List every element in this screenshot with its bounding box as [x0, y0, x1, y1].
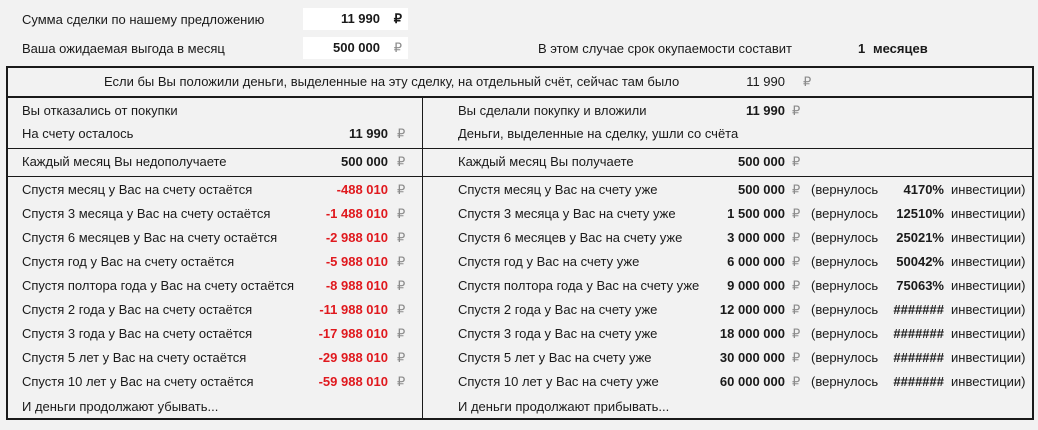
right-row-value: 500 000	[738, 182, 785, 197]
right-footer: И деньги продолжают прибывать...	[458, 399, 670, 414]
returned-percent: 25021%	[896, 230, 944, 245]
returned-percent: #######	[893, 302, 944, 317]
right-row-label: Спустя 2 года у Вас на счету уже	[458, 302, 658, 317]
left-row-value: -2 988 010	[325, 230, 388, 245]
left-row-value: -59 988 010	[318, 374, 388, 389]
left-footer: И деньги продолжают убывать...	[22, 399, 219, 414]
banner-text: Если бы Вы положили деньги, выделенные на эту сделку, на отдельный счёт, сейчас там было	[104, 74, 680, 89]
left-row-label: Спустя месяц у Вас на счету остаётся	[22, 182, 253, 197]
left-row-label: Спустя 5 лет у Вас на счету остаётся	[22, 350, 247, 365]
left-row-label: Спустя 3 месяца у Вас на счету остаётся	[22, 206, 271, 221]
refused-purchase-label: Вы отказались от покупки	[22, 103, 178, 118]
left-row-currency: ₽	[397, 278, 406, 293]
bought-value: 11 990	[745, 103, 785, 118]
deal-amount-value: 11 990	[340, 11, 380, 26]
monthly-benefit-cell[interactable]	[303, 37, 408, 59]
returned-percent: #######	[893, 326, 944, 341]
benefit-currency: ₽	[393, 40, 402, 55]
returned-suffix: инвестиции)	[951, 230, 1026, 245]
payback-unit: месяцев	[873, 41, 928, 56]
deal-amount-label: Сумма сделки по нашему предложению	[22, 12, 265, 27]
payback-label: В этом случае срок окупаемости составит	[538, 41, 793, 56]
returned-percent: 50042%	[896, 254, 944, 269]
right-row-currency: ₽	[792, 326, 801, 341]
remaining-currency: ₽	[397, 126, 406, 141]
right-row-currency: ₽	[792, 206, 801, 221]
left-row-currency: ₽	[397, 206, 406, 221]
right-row-value: 1 500 000	[727, 206, 785, 221]
returned-prefix: (вернулось	[811, 230, 879, 245]
monthly-loss-currency: ₽	[397, 154, 406, 169]
left-row-currency: ₽	[397, 326, 406, 341]
monthly-gain-value: 500 000	[738, 154, 785, 169]
right-row-currency: ₽	[792, 182, 801, 197]
returned-suffix: инвестиции)	[951, 326, 1026, 341]
returned-percent: #######	[893, 350, 944, 365]
left-row-currency: ₽	[397, 302, 406, 317]
monthly-benefit-label: Ваша ожидаемая выгода в месяц	[22, 41, 225, 56]
left-row-currency: ₽	[397, 374, 406, 389]
right-row-value: 12 000 000	[719, 302, 785, 317]
right-row-value: 18 000 000	[719, 326, 785, 341]
right-row-currency: ₽	[792, 254, 801, 269]
right-row-value: 60 000 000	[719, 374, 785, 389]
remaining-value: 11 990	[348, 126, 388, 141]
right-row-currency: ₽	[792, 350, 801, 365]
left-row-value: -488 010	[336, 182, 388, 197]
returned-percent: 12510%	[896, 206, 944, 221]
left-row-value: -5 988 010	[325, 254, 388, 269]
bought-currency: ₽	[792, 103, 801, 118]
banner-value: 11 990	[746, 74, 785, 89]
right-row-label: Спустя 10 лет у Вас на счету уже	[458, 374, 659, 389]
left-row-label: Спустя 2 года у Вас на счету остаётся	[22, 302, 253, 317]
left-row-label: Спустя 3 года у Вас на счету остаётся	[22, 326, 253, 341]
bought-label: Вы сделали покупку и вложили	[458, 103, 647, 118]
left-row-currency: ₽	[397, 182, 406, 197]
banner-currency: ₽	[803, 74, 812, 89]
returned-suffix: инвестиции)	[951, 302, 1026, 317]
right-row-label: Спустя 5 лет у Вас на счету уже	[458, 350, 652, 365]
returned-prefix: (вернулось	[811, 182, 879, 197]
deal-currency: ₽	[393, 11, 402, 26]
returned-prefix: (вернулось	[811, 206, 879, 221]
returned-prefix: (вернулось	[811, 302, 879, 317]
left-row-currency: ₽	[397, 254, 406, 269]
right-row-currency: ₽	[792, 302, 801, 317]
left-row-label: Спустя 10 лет у Вас на счету остаётся	[22, 374, 254, 389]
left-row-value: -29 988 010	[318, 350, 388, 365]
monthly-gain-currency: ₽	[792, 154, 801, 169]
returned-suffix: инвестиции)	[951, 374, 1026, 389]
returned-suffix: инвестиции)	[951, 278, 1026, 293]
left-row-value: -11 988 010	[319, 302, 388, 317]
left-row-label: Спустя год у Вас на счету остаётся	[22, 254, 235, 269]
monthly-benefit-value: 500 000	[333, 40, 380, 55]
right-row-label: Спустя 6 месяцев у Вас на счету уже	[458, 230, 683, 245]
right-row-label: Спустя полтора года у Вас на счету уже	[458, 278, 700, 293]
remaining-label: На счету осталось	[22, 126, 134, 141]
left-row-label: Спустя 6 месяцев у Вас на счету остаётся	[22, 230, 278, 245]
left-row-value: -17 988 010	[318, 326, 388, 341]
right-row-value: 3 000 000	[727, 230, 785, 245]
banner-separator	[7, 96, 1033, 98]
right-row-currency: ₽	[792, 374, 801, 389]
right-row-value: 9 000 000	[727, 278, 785, 293]
column-divider	[422, 97, 423, 419]
returned-suffix: инвестиции)	[951, 254, 1026, 269]
right-row-label: Спустя 3 месяца у Вас на счету уже	[458, 206, 676, 221]
right-row-value: 6 000 000	[727, 254, 785, 269]
right-row-currency: ₽	[792, 230, 801, 245]
returned-suffix: инвестиции)	[951, 182, 1026, 197]
returned-prefix: (вернулось	[811, 326, 879, 341]
left-row-currency: ₽	[397, 350, 406, 365]
monthly-loss-value: 500 000	[341, 154, 388, 169]
monthly-loss-label: Каждый месяц Вы недополучаете	[22, 154, 227, 169]
right-row-label: Спустя год у Вас на счету уже	[458, 254, 640, 269]
right-row-label: Спустя 3 года у Вас на счету уже	[458, 326, 658, 341]
left-row-label: Спустя полтора года у Вас на счету остаётся	[22, 278, 295, 293]
section-separator-1	[7, 148, 1033, 149]
payback-value: 1	[858, 41, 866, 56]
returned-prefix: (вернулось	[811, 278, 879, 293]
section-separator-2	[7, 176, 1033, 177]
left-row-value: -8 988 010	[325, 278, 388, 293]
right-row-value: 30 000 000	[719, 350, 785, 365]
returned-prefix: (вернулось	[811, 254, 879, 269]
returned-percent: 75063%	[896, 278, 944, 293]
right-row-label: Спустя месяц у Вас на счету уже	[458, 182, 658, 197]
deal-amount-cell[interactable]	[303, 8, 408, 30]
returned-prefix: (вернулось	[811, 374, 879, 389]
returned-suffix: инвестиции)	[951, 206, 1026, 221]
right-row-currency: ₽	[792, 278, 801, 293]
left-row-currency: ₽	[397, 230, 406, 245]
money-spent-text: Деньги, выделенные на сделку, ушли со счёта	[458, 126, 739, 141]
returned-percent: #######	[893, 374, 944, 389]
returned-suffix: инвестиции)	[951, 350, 1026, 365]
monthly-gain-label: Каждый месяц Вы получаете	[458, 154, 634, 169]
left-row-value: -1 488 010	[325, 206, 388, 221]
returned-percent: 4170%	[903, 182, 944, 197]
returned-prefix: (вернулось	[811, 350, 879, 365]
